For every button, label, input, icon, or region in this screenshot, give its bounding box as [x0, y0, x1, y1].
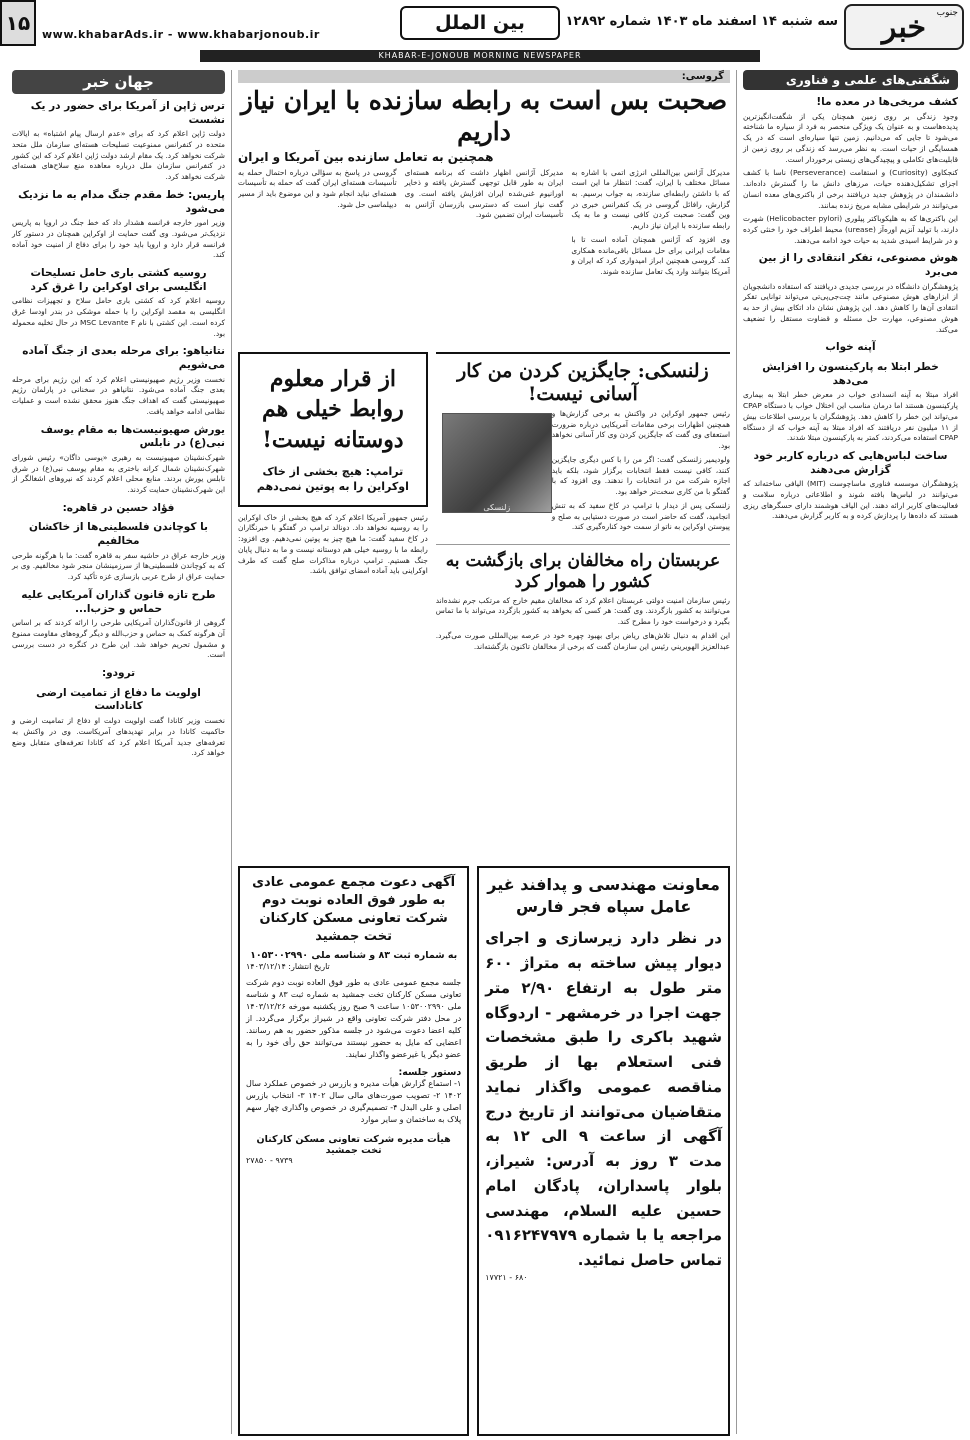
ad-body: در نظر دارد زیرسازی و اجرای دیوار پیش ساخته به متراژ ۶۰۰ متر طول به ارتفاع ۲/۹۰ متر جهت اجرا در خرمشهر - اردوگاه شهید باکری را طبق مشخصات فنی استعلام بها از طریق مناقصه عمومی واگذار نماید متقاضیان می‌توانند از تاریخ درج آگهی از ساعت ۹ الی ۱۲ به مدت ۳ روز به آدرس: شیراز، بلوار پاسداران، پادگان امام حسین علیه السلام، مهندسی مراجعه یا با شماره ۰۹۱۶۲۴۷۹۷۹ تماس حاصل نمائید. — [485, 929, 722, 1270]
article-body: رئیس جمهور اوکراین در واکنش به برخی گزارش‌ها و همچنین اظهارات برخی مقامات آمریکایی درباره ضرورت استعفای وی گفت که جایگزین کردن وی کار آسانی نخواهد بود. — [551, 409, 730, 451]
logo-text: خبر — [881, 9, 927, 45]
news-title: روسیه کشتی باری حامل تسلیحات انگلیسی برای اوکراین را غرق کرد — [30, 267, 207, 293]
photo-caption: زلنسکی — [483, 503, 511, 512]
news-title: یورش صهیونیست‌ها به مقام یوسف نبی(ع) در نابلس — [40, 423, 225, 450]
zelensky-article — [436, 352, 730, 860]
article-body: کنجکاوی (Curiosity) و استقامت (Perseverance) ناسا با کشف اجزای تشکیل‌دهنده حیات، مرزهای دانش ما را گسترش داده‌اند. دانشمندان در پژوهش جدید دریافتند برخی از باکتری‌های معده انسان می‌توانند در شرایطی مشابه مریخ زنده بمانند. — [743, 168, 958, 210]
tender-ad — [477, 866, 730, 1436]
world-news-column — [6, 70, 232, 1434]
ad-code: ۱۷۷۲۱ - ۶۸۰ — [485, 1272, 528, 1282]
science-section-band: شگفتی‌های علمی و فناوری — [743, 70, 958, 90]
quote-box — [238, 352, 428, 507]
english-name-bar: KHABAR-E-JONOUB MORNING NEWSPAPER — [200, 50, 760, 62]
section-title: بین الملل — [400, 6, 560, 40]
issue-dateline: سه شنبه ۱۴ اسفند ماه ۱۴۰۳ شماره ۱۲۸۹۲ — [565, 14, 838, 29]
article-title: هوش مصنوعی، تفکر انتقادی را از بین می‌برد — [758, 252, 958, 279]
news-body: وزیر خارجه عراق در حاشیه سفر به قاهره گفت: ما با هرگونه طرحی که به کوچاندن فلسطینی‌ها از سرزمینشان منجر شود مخالفیم. وی بر حمایت عراق از طرح عربی بازسازی غزه تأکید کرد. — [12, 550, 225, 582]
news-title: ترودو: — [101, 667, 136, 680]
ad-title: آگهی دعوت مجمع عمومی عادی به طور فوق العاده نوبت دوم شرکت تعاونی مسکن کارکنان تخت جمشید — [252, 874, 456, 945]
ad-title: معاونت مهندسی و پدافند غیر عامل سپاه فجر فارس — [487, 874, 720, 916]
news-title: فؤاد حسین در قاهره: — [62, 501, 175, 514]
logo-subtitle: جنوب — [936, 8, 958, 18]
article-title: ساخت لباس‌هایی که درباره کاربر خود گزارش می‌دهند — [753, 450, 948, 476]
trump-article — [238, 352, 428, 860]
article-subtitle: خطر ابتلا به پارکینسون را افزایش می‌دهد — [762, 361, 939, 387]
lead-subheadline: همچنین به تعامل سازنده بین آمریکا و ایران — [238, 149, 494, 164]
news-title: طرح تازه قانون گذاران آمریکایی علیه حماس و حزب‌ا... — [21, 588, 216, 615]
article-body: وجود زندگی بر روی زمین همچنان یکی از شگفت‌انگیزترین پدیده‌هاست و به عنوان یک ویژگی منحصر به فرد از سیاره ما شناخته می‌شود تا جایی که می‌دانیم. زمین تنها سیاره‌ای است که در یک همسایگی از حیات است. به نظر می‌رسد که زندگی بر روی زمین از قابلیت‌های تکاملی و پیچیدگی‌های زیستی برخوردار است. — [743, 111, 958, 164]
news-title: نتانیاهو: برای مرحله بعدی از جنگ آماده می‌شویم — [22, 345, 225, 372]
article-body: پژوهشگران موسسه فناوری ماساچوست (MIT) الیافی ساخته‌اند که می‌توانند در لباس‌ها بافته شوند و اطلاعاتی درباره سلامت و فعالیت‌های کاربر ارائه دهند. این الیاف هوشمند دارای حسگرهای ریزی هستند که داده‌ها را پردازش کرده و به کاربر گزارش می‌دهند. — [743, 479, 958, 521]
quote-headline: از قرار معلوم روابط خیلی هم دوستانه نیست! — [262, 365, 404, 454]
article-title: کشف مریخی‌ها در معده ما! — [816, 96, 958, 108]
world-news-band: جهان خبر — [12, 70, 225, 94]
article-body: پژوهشگران دانشگاه در بررسی جدیدی دریافتند که استفاده دانشجویان از ابزارهای هوش مصنوعی مانند چت‌جی‌پی‌تی می‌تواند توانایی تفکر انتقادی آن‌ها را کاهش دهد. این پژوهش نشان داد اتکای بیش از حد به هوش مصنوعی، مهارت حل مسئله و قضاوت مستقل را تضعیف می‌کند. — [743, 281, 958, 334]
main-content — [238, 70, 730, 1434]
lead-kicker: گروسی: — [238, 70, 730, 83]
news-body: وزیر امور خارجه فرانسه هشدار داد که خط جنگ در اروپا به پاریس نزدیک‌تر می‌شود. وی گفت حمایت از اوکراین همچنان در دستور کار فرانسه قرار دارد و اروپا باید خود را برای دفاع از امنیت خود آماده کند. — [12, 218, 225, 260]
lead-paragraph: وی افزود که آژانس همچنان آماده است تا با مقامات ایرانی برای حل مسائل باقی‌مانده همکاری کند. گروسی همچنین ابراز امیدواری کرد که ایران و آمریکا بتوانند وارد یک تعامل سازنده شوند. — [571, 234, 730, 277]
lead-paragraph: مدیرکل آژانس بین‌المللی انرژی اتمی با اشاره به مسائل مختلف با ایران، گفت: انتظار ما این است که با داشتن رابطه‌ای سازنده، به جواب برسیم. به گزارش، رافائل گروسی در یک کنفرانس خبری در وین گفت: صحبت کردن کافی نیست و ما به یک رابطه سازنده با ایران نیاز داریم. — [571, 167, 730, 231]
news-body: نخست وزیر کانادا گفت اولویت دولت او دفاع از تمامیت ارضی و حاکمیت کانادا در برابر تهدیدهای آمریکاست. وی در واکنش به تعرفه‌های جدید آمریکا اعلام کرد که کانادا تعرفه‌های متقابل وضع خواهد کرد. — [12, 716, 225, 758]
quote-subheadline: ترامپ: هیچ بخشی از خاک اوکراین را به پوتین نمی‌دهم — [256, 464, 409, 494]
ad-signature: هیأت مدیره شرکت تعاونی مسکن کارکنان تخت جمشید — [256, 1134, 451, 1157]
news-body: گروهی از قانون‌گذاران آمریکایی طرحی را ارائه کردند که بر اساس آن هرگونه کمک به حماس و حزب‌الله و دیگر گروه‌های مقاومت ممنوع و مشمول تحریم خواهد شد. این طرح در کنگره در دست بررسی است. — [12, 618, 225, 660]
article-body: ولودیمیر زلنسکی گفت: اگر من را با کس دیگری جایگزین کنند، کافی نیست فقط انتخابات برگزار شود، بلکه باید اجازه شرکت من در انتخابات را ندهند. وی افزود که با گفتگو با من کاری سخت‌تر خواهد بود. — [551, 454, 730, 497]
newspaper-logo[interactable] — [844, 4, 964, 50]
lead-paragraph: گروسی در پاسخ به سؤالی درباره احتمال حمله به تأسیسات هسته‌ای ایران گفت که حمله به تأسیسات هسته‌ای نباید انجام شود و این موضوع باید از مسیر دیپلماسی حل شود. — [238, 167, 397, 209]
lead-article-body — [238, 168, 730, 348]
news-subtitle: اولویت ما دفاع از تمامیت ارضی کاناداست — [36, 686, 201, 713]
article-body: رئیس جمهور آمریکا اعلام کرد که هیچ بخشی از خاک اوکراین را به روسیه نخواهد داد. دونالد ترامپ در گفتگو با خبرنگاران در کاخ سفید گفت: ما هیچ چیز به پوتین نمی‌دهیم. وی افزود: رابطه ما با روسیه خیلی هم دوستانه نیست و ما به دنبال پایان جنگ هستیم. ترامپ درباره مذاکرات صلح گفت که طرف اوکراینی باید آماده امضای توافق باشد. — [238, 512, 428, 576]
website-links[interactable]: www.khabarAds.ir - www.khabarjonoub.ir — [42, 28, 320, 41]
lead-headline: صحبت بس است به رابطه سازنده با ایران نیاز داریم — [240, 86, 728, 147]
article-headline: عربستان راه مخالفان برای بازگشت به کشور را هموار کرد — [436, 544, 730, 594]
news-body: نخست وزیر رژیم صهیونیستی اعلام کرد که این رژیم برای مرحله بعدی جنگ آماده می‌شود. نتانیاهو در سخنانی در پارلمان رژیم صهیونیستی گفت که اهداف جنگ هنوز محقق نشده است و عملیات نظامی ادامه خواهد یافت. — [12, 374, 225, 416]
masthead — [0, 0, 970, 64]
news-subtitle: با کوچاندن فلسطینی‌ها از خاکشان مخالفیم — [28, 521, 209, 548]
article-title: آپنه خواب — [825, 341, 876, 354]
news-title: پاریس: خط مقدم جنگ مدام به ما نزدیک می‌شود — [18, 188, 225, 215]
news-title: ترس ژاپن از آمریکا برای حضور در یک نشست — [30, 100, 225, 126]
lead-paragraph: مدیرکل آژانس اظهار داشت که برنامه هسته‌ای ایران به طور قابل توجهی گسترش یافته و ذخایر اورانیوم غنی‌شده ایران افزایش یافته است. وی گفت نیاز است که دسترسی بازرسان آژانس به تأسیسات ایران تضمین شود. — [404, 167, 564, 220]
science-column — [736, 70, 964, 1434]
article-body: افراد مبتلا به آپنه انسدادی خواب در معرض خطر ابتلا به بیماری پارکینسون هستند اما درمان مناسب این اختلال خواب با دستگاه CPAP می‌تواند این خطر را کاهش دهد. پژوهشگران با بررسی اطلاعات بیش از ۱۱ میلیون نفر دریافتند که افراد مبتلا به آپنه خواب که از دستگاه CPAP استفاده می‌کردند، کمتر به پارکینسون مبتلا شدند. — [743, 390, 958, 443]
article-headline: زلنسکی: جایگزین کردن من کار آسانی نیست! — [457, 359, 709, 406]
ad-date: تاریخ انتشار: ۱۴۰۳/۱۲/۱۴ — [246, 962, 330, 972]
article-body: زلنسکی پس از دیدار با ترامپ در کاخ سفید که به تنش انجامید، گفت که حاضر است در صورت دستیابی به صلح و پیوستن اوکراین به ناتو از سمت خود کناره‌گیری کند. — [551, 500, 730, 532]
assembly-notice-ad — [238, 866, 469, 1436]
article-body: این باکتری‌ها که به هلیکوباکتر پیلوری (Helicobacter pylori) شهرت دارند، با تولید آنزیم اوره‌آز (urease) محیط اطراف خود را خنثی کرده و در شرایط اسیدی شدید به حیات خود ادامه می‌دهند. — [743, 214, 958, 245]
article-body: رئیس سازمان امنیت دولتی عربستان اعلام کرد که مخالفان مقیم خارج که مرتکب جرم نشده‌اند می‌توانند به کشور بازگردند. وی گفت: هر کسی که بخواهد به کشور بازگردد می‌تواند با ما تماس بگیرد و درخواست خود را مطرح کند. — [435, 595, 730, 627]
ad-agenda: ۱- استماع گزارش هیأت مدیره و بازرس در خصوص عملکرد سال ۱۴۰۲ ۲- تصویب صورت‌های مالی سال ۱۴۰۲ ۳- انتخاب بازرس اصلی و علی البدل ۴- تصمیم‌گیری در خصوص واگذاری چهار سهم پلاک به ساختمان و سایر موارد — [246, 1079, 462, 1125]
news-body: دولت ژاپن اعلام کرد که برای «عدم ارسال پیام اشتباه» به ایالات متحده در کنفرانس ممنوعیت تسلیحات هسته‌ای سازمان ملل متحد شرکت نخواهد کرد. یک مقام ارشد دولت ژاپن اعلام کرد که این کشور در کنفرانس سازمان ملل درباره معاهده منع سلاح‌های هسته‌ای شرکت نخواهد کرد. — [12, 129, 225, 182]
ad-registration: به شماره ثبت ۸۳ و شناسه ملی ۱۰۵۳۰۰۲۹۹۰ — [250, 950, 458, 962]
zelensky-photo — [442, 413, 552, 513]
ad-body: جلسه مجمع عمومی عادی به طور فوق العاده نوبت دوم شرکت تعاونی مسکن کارکنان تخت جمشید به شماره ثبت ۸۳ و شناسه ملی ۱۰۵۳۰۰۲۹۹۰ ساعت ۹ صبح روز یکشنبه مورخه ۱۴۰۳/۱۲/۲۶ در محل دفتر شرکت تعاونی واقع در شیراز برگزار می‌گردد. از کلیه اعضا دعوت می‌شود در جلسه مذکور حضور به هم رسانند. اعضایی که مایل به حضور نیستند می‌توانند حق رأی خود را به عضو دیگر یا غیرعضو واگذار نمایند. — [246, 978, 462, 1060]
ad-agenda-title: دستور جلسه: — [398, 1067, 462, 1079]
news-body: روسیه اعلام کرد که کشتی باری حامل سلاح و تجهیزات نظامی انگلیسی به مقصد اوکراین را با حمله موشکی در بندر اودسا غرق کرده است. این کشتی با نام MSC Levante F در حال تخلیه محموله بود. — [12, 296, 226, 338]
page-number: ۱۵ — [0, 0, 36, 46]
news-body: شهرک‌نشینان صهیونیست به رهبری «یوسی داگان» رئیس شورای شهرک‌نشینان شمال کرانه باختری به مقام یوسف نبی(ع) در شرق نابلس یورش بردند. منابع محلی اعلام کردند که نیروهای اشغالگر از این شهرک‌نشینان حمایت کردند. — [12, 452, 225, 495]
article-body: این اقدام به دنبال تلاش‌های ریاض برای بهبود چهره خود در عرصه بین‌المللی صورت می‌گیرد. عبدالعزیز الهویریني رئیس این سازمان گفت که برخی از مخالفان تاکنون بازگشته‌اند. — [435, 630, 730, 651]
ad-code: ۲۷۸۵۰ - ۹۷۳۹ — [246, 1156, 293, 1166]
